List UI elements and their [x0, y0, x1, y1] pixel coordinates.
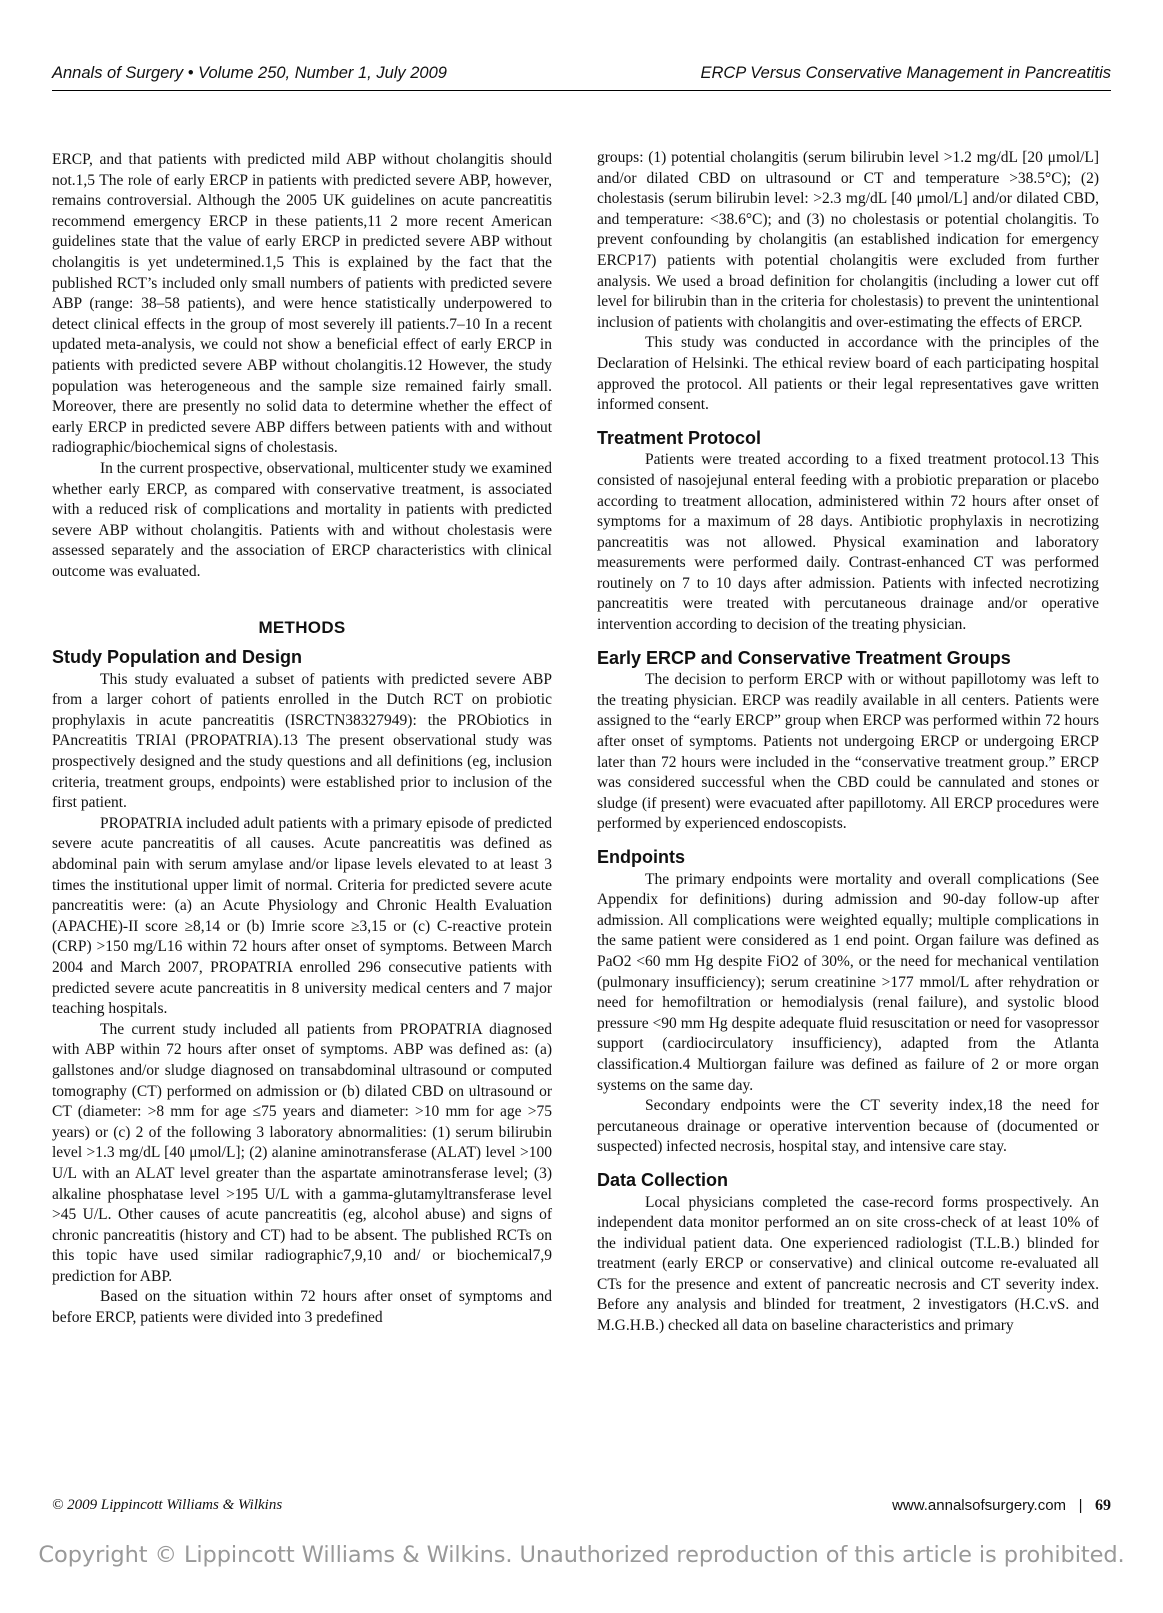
endpoints-paragraph-2: Secondary endpoints were the CT severity index,18 the need for percutaneous drainage or operative intervention because of (documented or suspected) infected necrosis, hospital stay, and intensive care stay.: [597, 1097, 1099, 1156]
data-collection-paragraph: Local physicians completed the case-record forms prospectively. An independent data monitor performed an on site cross-check of at least 10% of the individual patient data. One experienced radiologist (T.L.B.) blinded for treatment (early ERCP or conservative) and clinical outcome re-evaluated all CTs for the presence and extent of pancreatic necrosis and CT severity index. Before any analysis and blinded for treatment, 2 investigators (H.C.vS. and M.G.H.B.) checked all data on baseline characteristics and primary: [597, 1193, 1099, 1335]
ethics-paragraph: This study was conducted in accordance with the principles of the Declaration of Helsinki. The ethical review board of each participating hospital approved the protocol. All patients or their legal representatives gave written informed consent.: [597, 334, 1099, 414]
endpoints-paragraph-1: The primary endpoints were mortality and overall complications (See Appendix for definitions) during admission and 90-day follow-up after admission. All complications were weighted equally; multiple complications in the same patient were considered as 1 end point. Organ failure was defined as PaO2 <60 mm Hg despite FiO2 of 30%, or the need for mechanical ventilation (pulmonary insufficiency); serum creatinine >177 mmol/L after rehydration or need for hemofiltration or hemodialysis (renal failure), and systolic blood pressure <90 mm Hg despite adequate fluid resuscitation or need for vasopressor support (cardiocirculatory insufficiency), adapted from the Atlanta classification.4 Multiorgan failure was defined as failure of 2 or more organ systems on the same day.: [597, 870, 1099, 1094]
data-collection-heading: Data Collection: [597, 1169, 729, 1190]
study-paragraph-3: The current study included all patients from PROPATRIA diagnosed with ABP within 72 hours after onset of symptoms. ABP was defined as: (a) gallstones and/or sludge diagnosed on transabdominal ultrasound or computed tomography (CT) performed on admission or (b) dilated CBD on ultrasound or CT (diameter: >8 mm for age ≤75 years and diameter: >10 mm for age >75 years) or (c) 2 of the following 3 laboratory abnormalities: (1) serum bilirubin level >1.3 mg/dL [40 μmol/L]; (2) alanine aminotransferase (ALAT) level >100 U/L with an ALAT level greater than the aspartate aminotransferase level; (3) alkaline phosphatase level >195 U/L with a gamma-glutamyltransferase level >45 U/L. Other causes of acute pancreatitis (eg, alcohol abuse) and signs of chronic pancreatitis (history and CT) had to be absent. The published RCTs on this topic have used similar radiographic7,9,10 and/ or biochemical7,9 prediction for ABP.: [52, 1020, 552, 1285]
treatment-groups-paragraph: The decision to perform ERCP with or without papillotomy was left to the treating physician. ERCP was readily available in all centers. Patients were assigned to the “early ERCP” group when ERCP was performed within 72 hours after onset of symptoms. Patients not undergoing ERCP or undergoing ERCP later than 72 hours were included in the “conservative treatment group.” ERCP was considered successful when the CBD could be cannulated and stones or sludge (if present) were evacuated after papillotomy. All ERCP procedures were performed by experienced endoscopists.: [597, 671, 1099, 833]
methods-heading: METHODS: [258, 618, 346, 638]
intro-paragraph-2: In the current prospective, observational, multicenter study we examined whether early ERCP, as compared with conservative treatment, is associated with a reduced risk of complications and mortality in patients with predicted severe ABP without cholangitis. Patients with and without cholestasis were assessed separately and the association of ERCP characteristics with clinical outcome was evaluated.: [52, 459, 552, 580]
running-header: [52, 60, 1111, 91]
left-column: [52, 150, 552, 1329]
study-paragraph-4: Based on the situation within 72 hours after onset of symptoms and before ERCP, patients were divided into 3 predefined: [52, 1288, 552, 1327]
footer-separator: |: [1078, 1497, 1083, 1514]
treatment-paragraph: Patients were treated according to a fixed treatment protocol.13 This consisted of nasojejunal enteral feeding with a probiotic preparation or placebo according to treatment allocation, administered within 72 hours after onset of symptoms for a maximum of 28 days. Antibiotic prophylaxis in necrotizing pancreatitis was not allowed. Physical examination and laboratory measurements were performed daily. Contrast-enhanced CT was performed routinely on 7 to 10 days after admission. Patients with infected necrotizing pancreatitis were treated with percutaneous drainage and/or operative intervention according to decision of the treating physician.: [597, 451, 1099, 634]
study-paragraph-2: PROPATRIA included adult patients with a primary episode of predicted severe acute pancreatitis of all causes. Acute pancreatitis was defined as abdominal pain with serum amylase and/or lipase levels elevated to at least 3 times the institutional upper limit of normal. Criteria for predicted severe acute pancreatitis were: (a) an Acute Physiology and Chronic Health Evaluation (APACHE)-II score ≥8,14 or (b) Imrie score ≥3,15 or (c) C-reactive protein (CRP) >150 mg/L16 within 72 hours after onset of symptoms. Between March 2004 and March 2007, PROPATRIA enrolled 296 consecutive patients with predicted severe acute pancreatitis in 8 university medical centers and 7 major teaching hospitals.: [52, 814, 552, 1018]
page-number: 69: [1095, 1497, 1111, 1514]
study-population-heading: Study Population and Design: [52, 647, 303, 668]
groups-paragraph: groups: (1) potential cholangitis (serum bilirubin level >1.2 mg/dL [20 μmol/L] and/or dilated CBD on ultrasound or CT and temperature >38.5°C); (2) cholestasis (serum bilirubin level: >2.3 mg/dL [40 μmol/L] and/or dilated CBD, and temperature: <38.6°C); and (3) no cholestasis or potential cholangitis. To prevent confounding by cholangitis (an established indication for emergency ERCP17) patients with potential cholangitis were excluded from further analysis. We used a broad definition for cholangitis (including a lower cut off level for bilirubin than in the criteria for cholestasis) to prevent the unintentional inclusion of patients with cholangitis and over-estimating the effects of ERCP.: [597, 149, 1099, 331]
copyright-watermark: Copyright © Lippincott Williams & Wilkins. Unauthorized reproduction of this article is prohibited.: [38, 1542, 1125, 1568]
page-footer: [52, 1497, 1111, 1519]
journal-citation: Annals of Surgery • Volume 250, Number 1, July 2009: [52, 64, 447, 82]
intro-paragraph-1: ERCP, and that patients with predicted mild ABP without cholangitis should not.1,5 The role of early ERCP in patients with predicted severe ABP, however, remains controversial. Although the 2005 UK guidelines on acute pancreatitis recommend emergency ERCP in these patients,11 2 more recent American guidelines state that the value of early ERCP in predicted severe ABP without cholangitis is yet undetermined.1,5 This is explained by the fact that the published RCT’s included only small numbers of patients with predicted severe ABP (range: 38–58 patients), and were hence statistically underpowered to detect clinical effects in the group of most severely ill patients.7–10 In a recent updated meta-analysis, we could not show a beneficial effect of early ERCP in patients with predicted severe ABP without cholangitis.12 However, the study population was heterogeneous and the sample size remained fairly small. Moreover, there are presently no solid data to determine whether the effect of early ERCP in predicted severe ABP differs between patients with and without radiographic/biochemical signs of cholestasis.: [52, 151, 552, 457]
article-short-title: ERCP Versus Conservative Management in Pancreatitis: [700, 64, 1111, 82]
treatment-protocol-heading: Treatment Protocol: [597, 427, 762, 448]
endpoints-heading: Endpoints: [597, 847, 685, 867]
treatment-groups-heading: Early ERCP and Conservative Treatment Groups: [597, 647, 1011, 668]
right-column: [597, 148, 1099, 1337]
footer-right: [892, 1497, 1111, 1515]
study-paragraph-1: This study evaluated a subset of patients with predicted severe ABP from a larger cohort of patients enrolled in the Dutch RCT on probiotic prophylaxis in acute pancreatitis (ISRCTN38327949): the PRObiotics in PAncreatitis TRIAl (PROPATRIA).13 The present observational study was prospectively designed and the study questions and all definitions (eg, inclusion criteria, treatment groups, endpoints) were established prior to inclusion of the first patient.: [52, 670, 552, 812]
journal-url: www.annalsofsurgery.com: [892, 1497, 1067, 1514]
footer-copyright: © 2009 Lippincott Williams & Wilkins: [52, 1497, 283, 1513]
